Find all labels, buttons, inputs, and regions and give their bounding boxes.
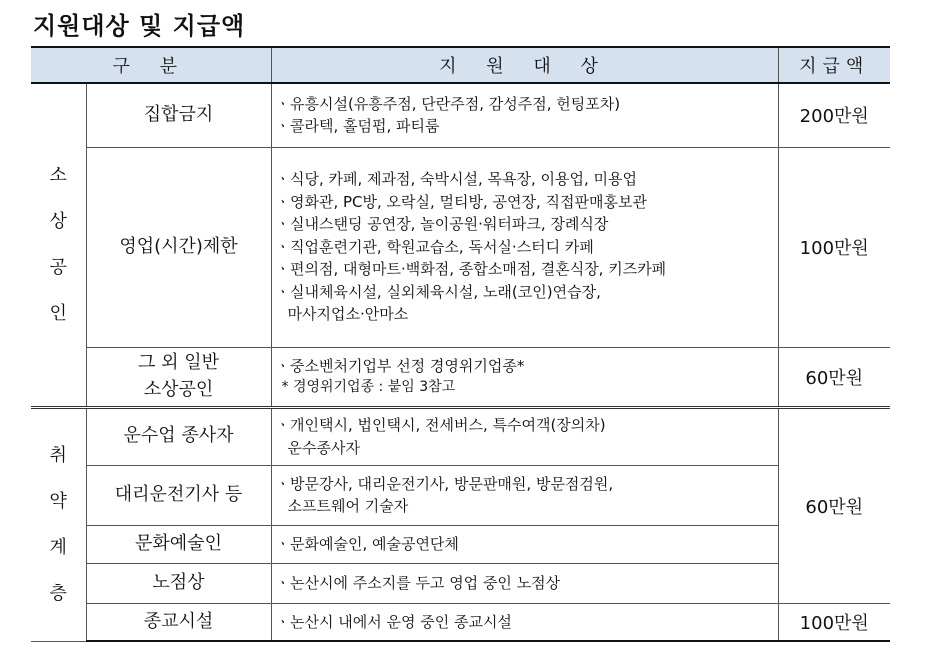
target-cell: ㆍ논산시에 주소지를 두고 영업 중인 노점상 <box>271 563 778 603</box>
target-cell: ㆍ식당, 카페, 제과점, 숙박시설, 목욕장, 이용업, 미용업 ㆍ영화관, PC방, 오락실, 멀티방, 공연장, 직접판매홍보관 ㆍ실내스탠딩 공연장, 놀이공원·워터파크, 장례식장 ㆍ직업훈련기관, 학원교습소, 독서실·스터디 카페 ㆍ편의점, 대형마트·백화점, 종합소매점, 결혼식장, 키즈카페 ㆍ실내체육시설, 실외체육시설, 노래(코인)연습장, 마사지업소·안마소 <box>271 147 778 347</box>
category-cell: 노점상 <box>86 563 271 603</box>
category-cell: 그 외 일반 소상공인 <box>86 347 271 407</box>
table-row <box>31 603 890 641</box>
table-row <box>31 525 890 563</box>
category-cell: 문화예술인 <box>86 525 271 563</box>
target-cell: ㆍ문화예술인, 예술공연단체 <box>271 525 778 563</box>
category-cell: 집합금지 <box>86 83 271 147</box>
table-row <box>31 407 890 465</box>
target-cell: ㆍ방문강사, 대리운전기사, 방문판매원, 방문점검원, 소프트웨어 기술자 <box>271 465 778 525</box>
header-target: 지 원 대 상 <box>271 47 778 83</box>
group-label-small-business: 소 상 공 인 <box>31 83 86 407</box>
footnote: * 경영위기업종 : 붙임 3참고 <box>281 379 456 396</box>
table-row <box>31 147 890 347</box>
category-cell: 대리운전기사 등 <box>86 465 271 525</box>
header-row <box>31 47 890 83</box>
header-category: 구 분 <box>31 47 271 83</box>
table-row <box>31 465 890 525</box>
category-cell: 종교시설 <box>86 603 271 641</box>
target-cell: ㆍ유흥시설(유흥주점, 단란주점, 감성주점, 헌팅포차) ㆍ콜라텍, 홀덤펍, 파티룸 <box>271 83 778 147</box>
amount-cell: 200만원 <box>778 83 890 147</box>
target-cell: ㆍ중소벤처기업부 선정 경영위기업종* * 경영위기업종 : 붙임 3참고 <box>271 347 778 407</box>
target-cell: ㆍ논산시 내에서 운영 중인 종교시설 <box>271 603 778 641</box>
table-row <box>31 83 890 147</box>
category-cell: 운수업 종사자 <box>86 407 271 465</box>
group-label-vulnerable: 취 약 계 층 <box>31 407 86 641</box>
table-row <box>31 347 890 407</box>
amount-cell: 100만원 <box>778 147 890 347</box>
amount-cell: 100만원 <box>778 603 890 641</box>
target-cell: ㆍ개인택시, 법인택시, 전세버스, 특수여객(장의차) 운수종사자 <box>271 407 778 465</box>
category-cell: 영업(시간)제한 <box>86 147 271 347</box>
amount-cell: 60만원 <box>778 347 890 407</box>
header-amount: 지급액 <box>778 47 890 83</box>
table-row <box>31 563 890 603</box>
page-title: 지원대상 및 지급액 <box>33 12 246 40</box>
support-table <box>31 46 890 642</box>
amount-cell: 60만원 <box>778 407 890 603</box>
